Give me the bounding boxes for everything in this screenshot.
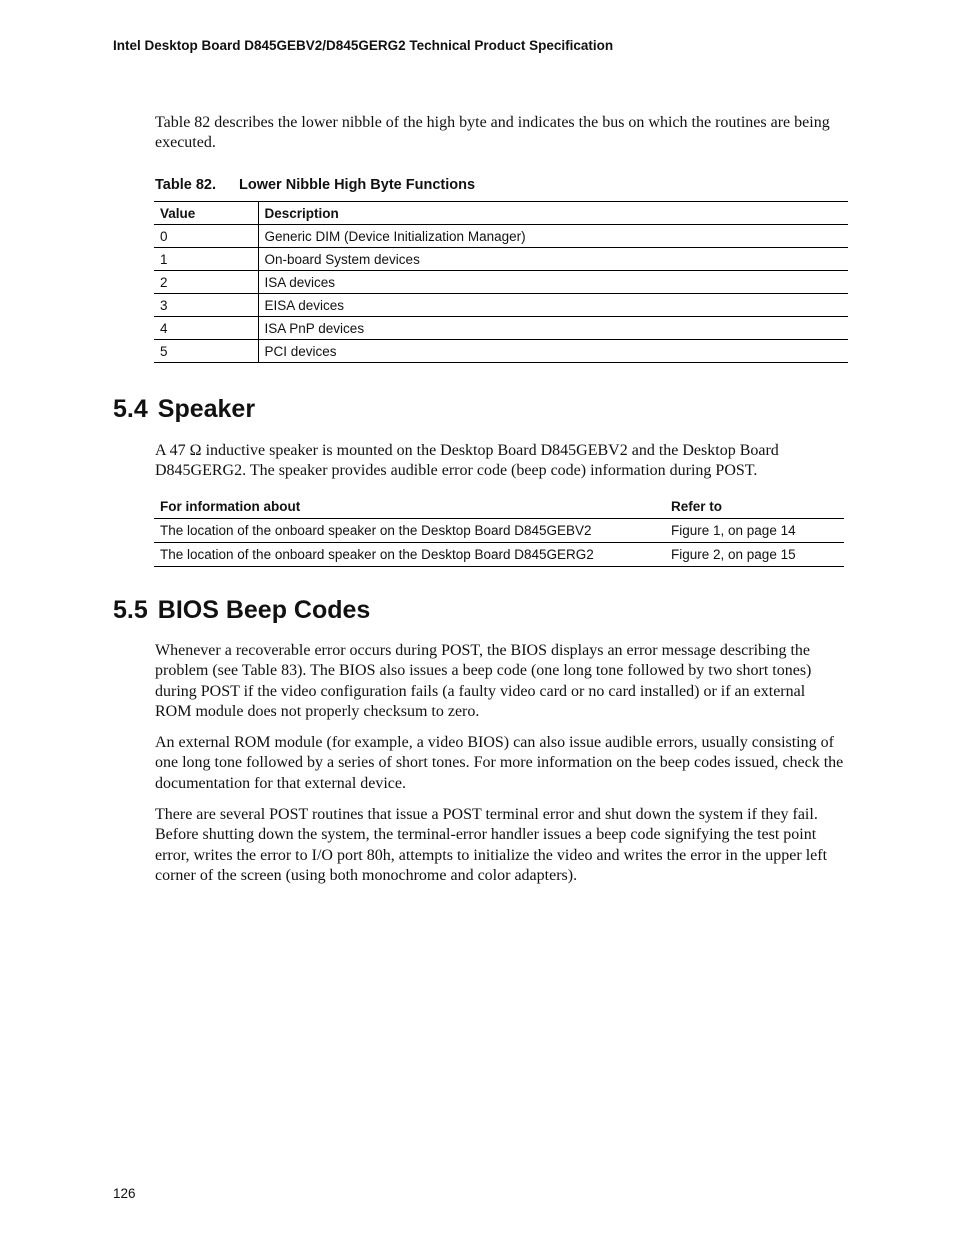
beep-paragraph-2: An external ROM module (for example, a video BIOS) can also issue audible errors, usually consisting of one long tone followed by a series of short tones. For more information on the beep codes issued, check the documentation for that external device. (155, 734, 844, 792)
table-cell-value: 3 (154, 294, 258, 317)
speaker-paragraph: A 47 Ω inductive speaker is mounted on the Desktop Board D845GEBV2 and the Desktop Board D845GERG2. The speaker provides audible error code (beep code) information during POST. (155, 442, 779, 480)
section-number: 5.5 (113, 596, 148, 624)
table-row (154, 225, 848, 248)
reference-cell-link: Figure 1, on page 14 (671, 523, 796, 538)
table-cell-description: ISA devices (264, 274, 336, 290)
table-82-caption (155, 177, 475, 193)
table-cell-description: ISA PnP devices (264, 320, 365, 336)
table-row (154, 340, 848, 363)
table-row (154, 317, 848, 340)
table-cell-value: 2 (154, 271, 258, 294)
table-row (154, 543, 844, 567)
beep-paragraph-3: There are several POST routines that issue a POST terminal error and shut down the system if they fail. Before shutting down the system, the terminal-error handler issues a beep code signifying the test point error, writes the error to I/O port 80h, attempts to initialize the video and writes the error in the upper left corner of the screen (using both monochrome and color adapters). (155, 806, 828, 885)
section-heading-speaker (113, 395, 255, 424)
table-row (154, 248, 848, 271)
table-cell-value: 1 (154, 248, 258, 271)
intro-paragraph: Table 82 describes the lower nibble of the high byte and indicates the bus on which the routines are being executed. (155, 114, 830, 152)
table-cell-description: PCI devices (264, 343, 337, 359)
table-cell-value: 5 (154, 340, 258, 363)
reference-cell-topic: The location of the onboard speaker on the Desktop Board D845GERG2 (160, 547, 594, 562)
table-82-header-value: Value (154, 202, 258, 225)
table-cell-value: 0 (154, 225, 258, 248)
table-82 (154, 201, 848, 363)
reference-header-refer-to: Refer to (671, 499, 723, 514)
table-82-caption-number: Table 82. (155, 177, 216, 193)
reference-table-header-row (154, 495, 844, 519)
table-82-header-row (154, 202, 848, 225)
table-82-caption-title: Lower Nibble High Byte Functions (239, 177, 476, 193)
running-header: Intel Desktop Board D845GEBV2/D845GERG2 Technical Product Specification (113, 38, 614, 53)
beep-paragraph-1: Whenever a recoverable error occurs during POST, the BIOS displays an error message describing the problem (see Table 83). The BIOS also issues a beep code (one long tone followed by two short tones) during POST if the video configuration fails (a faulty video card or no card installed) or if an external ROM module does not properly checksum to zero. (155, 642, 812, 721)
table-cell-value: 4 (154, 317, 258, 340)
reference-cell-topic: The location of the onboard speaker on the Desktop Board D845GEBV2 (160, 523, 592, 538)
page-number: 126 (113, 1186, 136, 1201)
speaker-reference-table (154, 495, 844, 567)
table-row (154, 519, 844, 543)
table-row (154, 271, 848, 294)
table-cell-description: EISA devices (264, 297, 345, 313)
table-82-header-description: Description (264, 205, 339, 221)
section-title: Speaker (157, 395, 256, 423)
reference-cell-link: Figure 2, on page 15 (671, 547, 796, 562)
table-cell-description: Generic DIM (Device Initialization Manager) (264, 228, 526, 244)
table-row (154, 294, 848, 317)
section-title: BIOS Beep Codes (157, 596, 371, 624)
reference-header-topic: For information about (160, 499, 301, 514)
section-heading-bios-beep-codes (113, 596, 370, 625)
section-number: 5.4 (113, 395, 148, 423)
table-cell-description: On-board System devices (264, 251, 420, 267)
